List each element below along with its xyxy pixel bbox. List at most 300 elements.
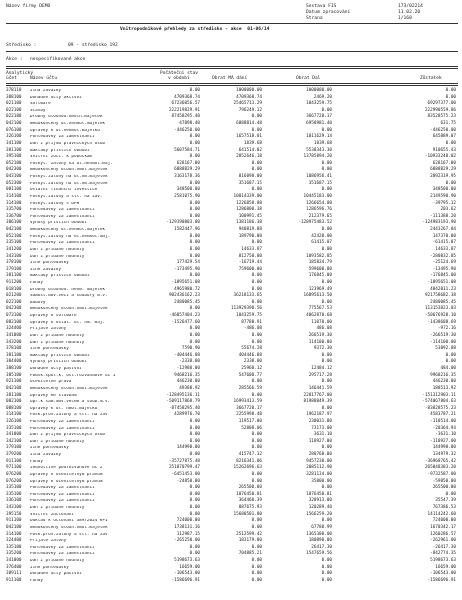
cell-opening: 0.00 xyxy=(189,419,200,424)
cell-account: 379200 xyxy=(6,452,22,458)
cell-credit: 266519.30 xyxy=(308,332,332,338)
cell-opening: 0.00 xyxy=(189,134,200,140)
cell-credit: 486.08 xyxy=(316,326,332,332)
table-row xyxy=(0,261,462,266)
cell-opening: 0.00 xyxy=(189,544,200,550)
table-header-rule xyxy=(6,83,458,86)
cell-opening: 0.00 xyxy=(189,505,200,511)
cell-debit: 16993413.59 xyxy=(233,399,262,405)
table-row xyxy=(0,221,462,226)
cell-opening: 0.00 xyxy=(189,273,200,279)
cell-account: 386100 xyxy=(6,220,22,226)
cell-name: Jiné závazky xyxy=(30,267,62,272)
cell-name: Pohledávky za zaměstnanci xyxy=(30,486,95,491)
cell-account: 911100 xyxy=(6,518,22,524)
cell-credit: 67788.99 xyxy=(311,524,332,530)
cell-account: 082100 xyxy=(6,399,22,405)
cell-balance: 645889.07 xyxy=(432,134,456,140)
cell-account: 341200 xyxy=(6,246,22,252)
table-row xyxy=(0,480,462,485)
table-row xyxy=(0,546,462,551)
cell-balance: -114100.00 xyxy=(430,339,456,345)
cell-debit: 0.00 xyxy=(251,471,262,477)
cell-account: 341000 xyxy=(6,332,22,338)
cell-name: Pohledávky za zaměstnanci xyxy=(30,420,95,424)
cell-account: 343100 xyxy=(6,253,22,259)
table-row xyxy=(0,314,462,319)
datum-value: 11.02.20 xyxy=(398,10,421,15)
cell-balance: -10933248.02 xyxy=(424,154,456,160)
cell-debit: 0.00 xyxy=(251,286,262,292)
cell-account: 081100 xyxy=(6,187,22,193)
cell-credit: 0.00 xyxy=(321,571,332,577)
cell-balance: 2149590.90 xyxy=(430,193,456,199)
cell-account: 042300 xyxy=(6,306,22,312)
cell-account: 335100 xyxy=(6,491,22,497)
cell-opening: 0.00 xyxy=(189,432,200,438)
cell-credit: 118927.00 xyxy=(308,438,332,444)
cell-balance: -20364.94 xyxy=(432,425,456,431)
cell-credit: 0.00 xyxy=(321,445,332,451)
cell-balance: -1586696.91 xyxy=(427,577,456,583)
cell-opening: 348500.00 xyxy=(176,187,200,193)
cell-account: 022100 xyxy=(6,299,22,305)
table-row xyxy=(0,248,462,253)
cell-debit: 0.00 xyxy=(251,392,262,398)
cell-debit: 2512599.42 xyxy=(236,531,262,537)
cell-debit: 1657518.01 xyxy=(236,134,262,140)
cell-balance: -842774.35 xyxy=(430,551,456,557)
cell-account: 326100 xyxy=(6,134,22,140)
cell-account: 381100 xyxy=(6,352,22,358)
col-zustatek: Zůstatek xyxy=(420,76,442,81)
cell-debit: 0.00 xyxy=(251,187,262,193)
cell-opening: 2581075.90 xyxy=(174,193,200,199)
cell-credit: 0.00 xyxy=(321,167,332,173)
table-row xyxy=(0,301,462,306)
cell-debit: 87788.91 xyxy=(241,319,262,325)
cell-credit: 9372.30 xyxy=(313,346,332,352)
cell-debit: 0.00 xyxy=(251,127,262,133)
cell-balance: 83528575.23 xyxy=(427,114,456,120)
cell-credit: 0.00 xyxy=(321,379,332,385)
cell-account: 314100 xyxy=(6,193,22,199)
cell-debit: 0.00 xyxy=(251,544,262,550)
cell-opening: -446250.00 xyxy=(174,127,200,133)
table-row xyxy=(0,539,462,544)
cell-account: 342100 xyxy=(6,438,22,444)
cell-opening: 724000.00 xyxy=(176,518,200,524)
strana-value: 1/168 xyxy=(398,16,412,21)
cell-account: 379100 xyxy=(6,445,22,451)
table-row xyxy=(0,202,462,207)
table-row xyxy=(0,374,462,379)
cell-name: Odklad k účtování 389/2024 K+1 xyxy=(30,519,108,524)
cell-debit: 265500.00 xyxy=(238,485,262,491)
cell-opening: 7590.90 xyxy=(181,346,200,352)
cell-balance: -1895651.08 xyxy=(427,279,456,285)
cell-debit: 100991.45 xyxy=(238,213,262,219)
cell-account: 381100 xyxy=(6,392,22,398)
cell-credit: 0.00 xyxy=(321,352,332,358)
cell-opening: 0.00 xyxy=(189,332,200,338)
col-pocatecni-2: v období xyxy=(168,76,190,81)
cell-name: Poskyt.zálohy na dl.hm.majetek xyxy=(30,181,108,186)
cell-balance: 14633.87 xyxy=(435,246,456,252)
cell-balance: 724000.00 xyxy=(432,518,456,524)
cell-account: 343100 xyxy=(6,505,22,511)
table-row xyxy=(0,129,462,134)
table-row xyxy=(0,142,462,147)
cell-debit: 52808.06 xyxy=(241,425,262,431)
cell-account: 336100 xyxy=(6,498,22,504)
table-row xyxy=(0,135,462,140)
cell-account: 379100 xyxy=(6,266,22,272)
cell-credit: 61415.07 xyxy=(311,240,332,246)
cell-debit: 113929390.56 xyxy=(230,306,262,312)
cell-credit: 176845.00 xyxy=(308,273,332,279)
cell-opening: -1526477.60 xyxy=(171,319,200,325)
table-row xyxy=(0,307,462,312)
table-row xyxy=(0,115,462,120)
table-row xyxy=(0,347,462,352)
cell-debit: 0.00 xyxy=(251,299,262,305)
cell-credit: 0.00 xyxy=(321,405,332,411)
cell-credit: 0.00 xyxy=(321,127,332,133)
cell-account: 911100 xyxy=(6,458,22,464)
table-row xyxy=(0,334,462,339)
cell-balance: 921758682.38 xyxy=(424,293,456,299)
cell-account: 385100 xyxy=(6,372,22,378)
cell-name: Samost.mov.věci a soubory m.v. xyxy=(30,294,108,299)
cell-credit: 22817767.00 xyxy=(303,392,332,398)
cell-balance: 631.75 xyxy=(440,121,456,127)
cell-credit: 1011629.14 xyxy=(306,134,332,140)
cell-opening: 0.00 xyxy=(189,511,200,517)
cell-account: 021100 xyxy=(6,101,22,107)
table-row xyxy=(0,175,462,180)
cell-account: 381100 xyxy=(6,273,22,279)
table-row xyxy=(0,506,462,511)
table-row xyxy=(0,420,462,425)
table-row xyxy=(0,294,462,299)
cell-debit: 0.00 xyxy=(251,273,262,279)
cell-credit: 180890.00 xyxy=(308,538,332,544)
table-row xyxy=(0,433,462,438)
cell-credit: 10445183.00 xyxy=(303,193,332,199)
cell-opening: -509117868.79 xyxy=(166,399,200,405)
cell-debit: 0.00 xyxy=(251,524,262,530)
cell-credit: 13785894.20 xyxy=(303,154,332,160)
cell-debit: 0.00 xyxy=(251,577,262,583)
cell-opening: -35727875.48 xyxy=(168,458,200,464)
table-row xyxy=(0,241,462,246)
cell-name: Posk.prov.zálohy a stl. na záv xyxy=(30,532,108,537)
cell-debit: 415747.32 xyxy=(238,452,262,458)
cell-opening: 0.00 xyxy=(189,200,200,206)
table-row xyxy=(0,579,462,584)
cell-balance: 484.00 xyxy=(440,366,456,372)
cell-opening: -129190803.80 xyxy=(166,220,200,226)
cell-credit: 1286596.76 xyxy=(306,207,332,213)
cell-name: Jiná závazky xyxy=(30,89,62,93)
cell-credit: 1365300.00 xyxy=(306,531,332,537)
cell-account: 921100 xyxy=(6,379,22,385)
table-row xyxy=(0,102,462,107)
cell-opening: 2480085.45 xyxy=(174,299,200,305)
cell-opening: -12980.00 xyxy=(176,366,200,372)
cell-balance: 16659.00 xyxy=(435,564,456,570)
cell-balance: 2892319.95 xyxy=(430,174,456,180)
cell-debit: 812750.00 xyxy=(238,253,262,259)
cell-debit: 641514.02 xyxy=(238,147,262,153)
cell-credit: 0.00 xyxy=(321,107,332,113)
table-row xyxy=(0,400,462,405)
cell-name: Daň z přidané hodnoty xyxy=(30,333,85,338)
cell-balance: 9968216.35 xyxy=(430,372,456,378)
table-row xyxy=(0,380,462,385)
cell-name: Dohadné účty aktivní xyxy=(30,95,82,100)
table-top-rule xyxy=(6,66,458,69)
cell-debit: 0.00 xyxy=(251,114,262,120)
cell-name: Pohledávky za zaměstnanci xyxy=(30,552,95,557)
cell-balance: -59850.00 xyxy=(432,478,456,484)
cell-credit: 1266654.00 xyxy=(306,200,332,206)
cell-name: Přijaté zálohy xyxy=(30,539,67,544)
cell-name: Daň z příjmů právnických osob xyxy=(30,433,106,438)
cell-balance: 188513.92 xyxy=(432,385,456,391)
cell-account: 336700 xyxy=(6,213,22,219)
table-row xyxy=(0,566,462,571)
cell-opening: 0.00 xyxy=(189,326,200,332)
cell-opening: 0.00 xyxy=(189,425,200,431)
cell-opening: 49388.92 xyxy=(179,385,200,391)
cell-balance: -25124.69 xyxy=(432,260,456,266)
cell-opening: 1738131.16 xyxy=(174,524,200,530)
cell-name: Pohledávky za zaměstnanci xyxy=(30,545,95,550)
cell-opening: 6888829.29 xyxy=(174,167,200,173)
cell-account: 324400 xyxy=(6,326,22,332)
cell-credit: 351687.15 xyxy=(308,180,332,186)
cell-credit: 1839.68 xyxy=(313,140,332,146)
cell-credit: 295717.28 xyxy=(308,372,332,378)
akce-value: nespecifikované akce xyxy=(30,57,86,62)
cell-debit: 0.00 xyxy=(251,478,262,484)
cell-opening: 0.00 xyxy=(189,207,200,213)
cell-debit: 1076450.81 xyxy=(236,491,262,497)
cell-balance: 69297377.00 xyxy=(427,101,456,107)
cell-name: Jiné pohledávky xyxy=(30,261,69,266)
cell-balance: 767386.53 xyxy=(432,505,456,511)
cell-opening: 222219829.91 xyxy=(168,107,200,113)
cell-debit: 404446.88 xyxy=(238,352,262,358)
table-row xyxy=(0,235,462,240)
datum-label: Datum zpracování xyxy=(306,10,351,15)
col-analyticky-2: účet xyxy=(6,76,17,81)
cell-balance: 348500.00 xyxy=(432,187,456,193)
cell-credit: 0.00 xyxy=(321,558,332,564)
cell-account: 395150 xyxy=(6,511,22,517)
report-title: Vnitropodnikové přehledy za středisko - akce 01-06/14 xyxy=(120,27,270,32)
cell-name: Pohledávky za zaměstnanci xyxy=(30,135,95,140)
cell-balance: 5198673.63 xyxy=(430,558,456,564)
cell-name: Výnosy příštích období xyxy=(30,360,87,365)
cell-name: Jiná závazky xyxy=(30,453,62,458)
cell-name: Posk.prov.zálohy a stl. na záv xyxy=(30,413,108,418)
cell-balance: -61415.07 xyxy=(432,240,456,246)
cell-name: Software xyxy=(30,102,51,107)
cell-name: Oprávky k software xyxy=(30,314,77,319)
cell-credit: 1043259.75 xyxy=(306,101,332,107)
cell-balance: 265048383.20 xyxy=(424,465,456,471)
cell-debit: 704885.21 xyxy=(238,551,262,557)
cell-credit: 16895613.50 xyxy=(303,293,332,299)
cell-debit: 364460.39 xyxy=(238,498,262,504)
cell-opening: -1895651.08 xyxy=(171,279,200,285)
cell-balance: 0.00 xyxy=(445,359,456,365)
cell-name: Podsk.spol.k. ost.rozvaháové úč 1 xyxy=(30,373,116,378)
cell-debit: 759600.00 xyxy=(238,266,262,272)
cell-opening: 0.00 xyxy=(189,140,200,146)
cell-debit: 547600.77 xyxy=(238,372,262,378)
col-nazev: Název účtu xyxy=(30,76,58,81)
cell-balance: 147370.00 xyxy=(432,233,456,239)
cell-debit: 15262696.63 xyxy=(233,465,262,471)
cell-name: Poskyt.zálohy na dl.hm.majetek xyxy=(30,175,108,180)
cell-account: 043100 xyxy=(6,174,22,180)
cell-name: Daň z příjmů právnických osob xyxy=(30,141,106,146)
cell-account: 335100 xyxy=(6,485,22,491)
cell-balance: -111388.20 xyxy=(430,213,456,219)
cell-account: 076200 xyxy=(6,478,22,484)
cell-credit: 775567.53 xyxy=(308,306,332,312)
cell-opening: 4289976.70 xyxy=(174,412,200,418)
table-row xyxy=(0,327,462,332)
table-row xyxy=(0,559,462,564)
cell-balance: 203.62 xyxy=(440,207,456,213)
cell-debit: 0.00 xyxy=(251,379,262,385)
cell-opening: 0.00 xyxy=(189,491,200,497)
cell-credit: 0.00 xyxy=(321,279,332,285)
cell-debit: 0.00 xyxy=(251,279,262,285)
cell-opening: 16659.00 xyxy=(179,564,200,570)
cell-balance: -110514.00 xyxy=(430,419,456,424)
cell-name: Nedokončený dlouh.hmot.majetek xyxy=(30,525,108,530)
cell-account: 388100 xyxy=(6,94,22,100)
cell-account: 335700 xyxy=(6,207,22,213)
table-row xyxy=(0,552,462,557)
cell-account: 335100 xyxy=(6,240,22,246)
table-row xyxy=(0,208,462,213)
cell-opening: -87458295.40 xyxy=(168,405,200,411)
cell-balance: -124983193.90 xyxy=(422,220,456,226)
cell-name: Stavby xyxy=(30,108,46,113)
cell-balance: 6888829.29 xyxy=(430,167,456,173)
cell-credit: 12484.12 xyxy=(311,366,332,372)
cell-name: Pohledávky za zaměstnanci xyxy=(30,214,95,219)
cell-opening: 0.00 xyxy=(189,213,200,219)
cell-debit: 351687.15 xyxy=(238,180,262,186)
cell-debit: 0.00 xyxy=(251,432,262,438)
cell-debit: 0.00 xyxy=(251,240,262,246)
cell-debit: 0.00 xyxy=(251,438,262,444)
cell-debit: -16719.44 xyxy=(238,260,262,266)
cell-credit: 4862870.68 xyxy=(306,313,332,319)
cell-name: Daň z přidané hodnoty xyxy=(30,439,85,444)
cell-name: Pohledávky za zaměstnanci xyxy=(30,241,95,246)
cell-balance: 4583787.21 xyxy=(430,412,456,418)
cell-account: 335100 xyxy=(6,544,22,550)
cell-account: 073100 xyxy=(6,313,22,319)
cell-name: Pohledávky za zaměstnanci xyxy=(30,492,95,497)
cell-balance: 1260286.57 xyxy=(430,531,456,537)
cell-credit: 1093582.85 xyxy=(306,253,332,259)
cell-account: 076200 xyxy=(6,471,22,477)
cell-name: Daň z přidané hodnoty xyxy=(30,247,85,252)
cell-account: 042100 xyxy=(6,385,22,391)
cell-debit: 0.00 xyxy=(251,564,262,570)
cell-opening: -46857404.23 xyxy=(168,313,200,319)
cell-debit: 25960.12 xyxy=(241,366,262,372)
table-row xyxy=(0,195,462,200)
cell-credit: 212379.65 xyxy=(308,213,332,219)
cell-name: Nedokončený dlouh.hmot.majetek xyxy=(30,386,108,391)
cell-account: 911200 xyxy=(6,279,22,285)
cell-debit: 1226858.88 xyxy=(236,200,262,206)
cell-opening: 0.00 xyxy=(189,233,200,239)
cell-credit: 0.00 xyxy=(321,518,332,524)
cell-balance: 446230.00 xyxy=(432,379,456,385)
cell-opening: -106543.00 xyxy=(174,571,200,577)
cell-opening: 112987.15 xyxy=(176,531,200,537)
table-row xyxy=(0,354,462,359)
cell-opening: 4965980.72 xyxy=(174,286,200,292)
cell-balance: 2480085.45 xyxy=(430,299,456,305)
cell-name: Nedokončený dlouh.hmot.majetek xyxy=(30,168,108,173)
cell-name: Dohadné účty pasivní xyxy=(30,367,82,372)
cell-credit: 1076450.81 xyxy=(306,491,332,497)
cell-opening: -265250.00 xyxy=(174,538,200,544)
table-row xyxy=(0,466,462,471)
cell-credit: 2469.20 xyxy=(313,94,332,100)
cell-credit: 1547659.56 xyxy=(306,551,332,557)
cell-opening: 1582447.96 xyxy=(174,227,200,233)
table-row xyxy=(0,460,462,465)
table-row xyxy=(0,360,462,365)
table-row xyxy=(0,533,462,538)
cell-debit: 1000000.00 xyxy=(236,88,262,93)
cell-balance: 144998.00 xyxy=(432,445,456,451)
cell-credit: 0.00 xyxy=(321,564,332,570)
cell-name: Přijaté zálohy xyxy=(30,327,67,332)
cell-account: 376400 xyxy=(6,564,22,570)
cell-debit: 15680501.80 xyxy=(233,511,262,517)
cell-opening: 0.00 xyxy=(189,88,200,93)
cell-account: 314100 xyxy=(6,531,22,537)
cell-balance: 0.00 xyxy=(445,140,456,146)
cell-credit: 3281134.00 xyxy=(306,471,332,477)
cell-account: 042300 xyxy=(6,167,22,173)
cell-balance: 0.00 xyxy=(445,180,456,186)
cell-credit: 146441.59 xyxy=(308,385,332,391)
cell-credit: 35000.00 xyxy=(311,478,332,484)
cell-account: 042100 xyxy=(6,227,22,233)
header-separator xyxy=(6,23,458,24)
cell-opening: 4709368.74 xyxy=(174,94,200,100)
cell-opening: 0.00 xyxy=(189,551,200,557)
table-row xyxy=(0,440,462,445)
cell-name: Poskyt.zálohy na dl.nehmot.maj. xyxy=(30,234,111,239)
